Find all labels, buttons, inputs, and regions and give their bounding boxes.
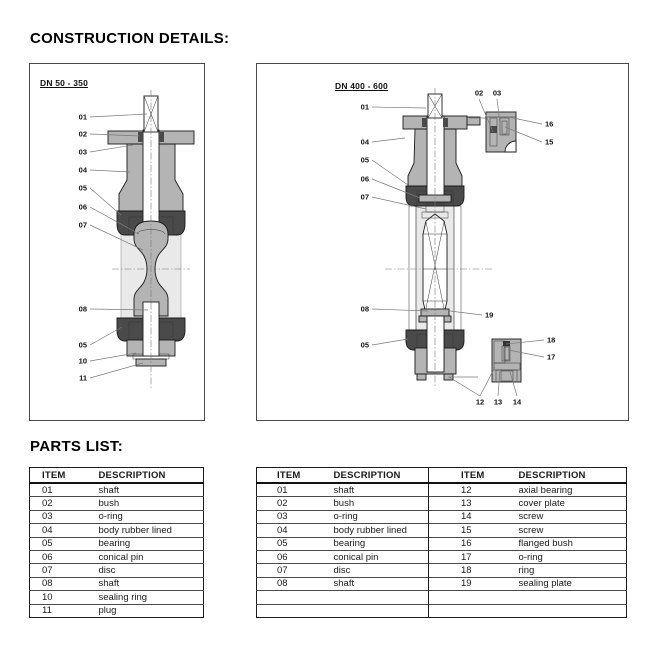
shaft-bottom bbox=[427, 316, 444, 372]
table-cell bbox=[333, 604, 429, 617]
table-row bbox=[30, 604, 204, 617]
callout-label: 06 bbox=[360, 174, 369, 184]
leader-line bbox=[372, 339, 408, 345]
parts-table-dn50-350 bbox=[29, 467, 204, 618]
column-header: ITEM bbox=[30, 468, 97, 484]
callout-label: 19 bbox=[485, 310, 494, 320]
callout-label: 07 bbox=[78, 220, 87, 230]
diagram-dn400-600 bbox=[256, 63, 629, 421]
table-cell bbox=[429, 591, 517, 604]
callout-label: 05 bbox=[78, 340, 87, 350]
leader-line bbox=[90, 170, 130, 172]
table-cell bbox=[517, 604, 627, 617]
callout-label: 02 bbox=[474, 88, 484, 98]
table-cell: shaft bbox=[97, 483, 204, 497]
table-cell: bearing bbox=[333, 537, 429, 550]
callout-label: 05 bbox=[360, 155, 369, 165]
table-cell bbox=[429, 604, 517, 617]
parts-list-title: PARTS LIST: bbox=[30, 438, 124, 455]
valve-drawing-dn50-350 bbox=[30, 64, 204, 420]
table-cell: 06 bbox=[30, 550, 97, 563]
detail-view-top bbox=[469, 112, 516, 152]
callout-label: 05 bbox=[360, 340, 369, 350]
parts-table-right-wrap bbox=[256, 467, 627, 618]
table-cell: shaft bbox=[333, 577, 429, 590]
table-cell: o-ring bbox=[97, 510, 204, 523]
table-cell: 08 bbox=[30, 577, 97, 590]
valve-cross-section bbox=[385, 88, 493, 386]
column-header: ITEM bbox=[429, 468, 517, 484]
callout-label: 05 bbox=[78, 183, 87, 193]
callouts-right bbox=[361, 89, 556, 407]
table-cell: 03 bbox=[257, 510, 333, 523]
table-cell: disc bbox=[97, 564, 204, 577]
parts-table-left-wrap bbox=[29, 467, 204, 618]
leader-line bbox=[90, 363, 143, 378]
table-cell: shaft bbox=[333, 483, 429, 497]
table-cell: 05 bbox=[257, 537, 333, 550]
leader-line bbox=[90, 188, 121, 215]
shaft-channel bbox=[427, 116, 444, 196]
callout-label: 01 bbox=[78, 112, 87, 122]
table-cell: o-ring bbox=[333, 510, 429, 523]
bush-left bbox=[422, 118, 427, 127]
callout-label: 08 bbox=[360, 304, 369, 314]
table-cell: 06 bbox=[257, 550, 333, 563]
table-row bbox=[257, 577, 627, 590]
table-cell: bearing bbox=[97, 537, 204, 550]
bush-right bbox=[159, 132, 164, 142]
table-cell: disc bbox=[333, 564, 429, 577]
table-cell: 02 bbox=[30, 497, 97, 510]
table-row bbox=[30, 510, 204, 523]
leader-line bbox=[90, 353, 136, 361]
table-cell: 05 bbox=[30, 537, 97, 550]
table-cell: 17 bbox=[429, 550, 517, 563]
callout-label: 13 bbox=[493, 397, 503, 407]
table-cell: 07 bbox=[257, 564, 333, 577]
valve-cross-section bbox=[108, 90, 194, 388]
callout-label: 11 bbox=[79, 373, 87, 383]
table-row bbox=[30, 550, 204, 563]
table-cell: conical pin bbox=[97, 550, 204, 563]
callout-label: 07 bbox=[360, 192, 369, 202]
callout-label: 04 bbox=[360, 137, 369, 147]
callout-label: 03 bbox=[78, 147, 87, 157]
table-cell: body rubber lined bbox=[333, 524, 429, 537]
table-cell: 04 bbox=[30, 524, 97, 537]
table-row bbox=[30, 497, 204, 510]
leader-line bbox=[450, 311, 482, 315]
header-row bbox=[30, 468, 204, 484]
callout-label: 08 bbox=[78, 304, 87, 314]
table-cell: 11 bbox=[30, 604, 97, 617]
table-cell: 03 bbox=[30, 510, 97, 523]
table-cell bbox=[257, 591, 333, 604]
cap-foot-left bbox=[417, 374, 426, 380]
table-cell: ring bbox=[517, 564, 627, 577]
table-cell: body rubber lined bbox=[97, 524, 204, 537]
callout-label: 15 bbox=[545, 137, 554, 147]
table-row bbox=[30, 537, 204, 550]
table-row bbox=[257, 524, 627, 537]
table-cell bbox=[257, 604, 333, 617]
leader-line bbox=[449, 377, 480, 396]
table-cell: 19 bbox=[429, 577, 517, 590]
table-row bbox=[30, 564, 204, 577]
leader-line bbox=[372, 107, 426, 108]
table-row bbox=[257, 537, 627, 550]
table-cell: screw bbox=[517, 524, 627, 537]
table-cell bbox=[333, 591, 429, 604]
table-cell: 08 bbox=[257, 577, 333, 590]
callout-label: 16 bbox=[545, 119, 554, 129]
valve-drawing-dn400-600 bbox=[257, 64, 628, 420]
column-header: DESCRIPTION bbox=[333, 468, 429, 484]
leader-line bbox=[90, 327, 122, 345]
table-cell: sealing plate bbox=[517, 577, 627, 590]
table-cell: 07 bbox=[30, 564, 97, 577]
callout-label: 12 bbox=[475, 397, 485, 407]
table-cell: conical pin bbox=[333, 550, 429, 563]
table-row bbox=[30, 591, 204, 604]
table-row bbox=[257, 483, 627, 497]
callout-label: 04 bbox=[78, 165, 87, 175]
table-cell: 15 bbox=[429, 524, 517, 537]
column-header: DESCRIPTION bbox=[517, 468, 627, 484]
table-cell: screw bbox=[517, 510, 627, 523]
table-cell: cover plate bbox=[517, 497, 627, 510]
leader-line bbox=[372, 138, 405, 142]
table-cell: 18 bbox=[429, 564, 517, 577]
bush-left bbox=[138, 132, 143, 142]
table-row bbox=[30, 483, 204, 497]
callout-label: 06 bbox=[78, 202, 87, 212]
table-cell: 04 bbox=[257, 524, 333, 537]
table-cell: 01 bbox=[30, 483, 97, 497]
table-row bbox=[257, 564, 627, 577]
table-row bbox=[257, 510, 627, 523]
callout-label: 01 bbox=[360, 102, 369, 112]
table-cell: o-ring bbox=[517, 550, 627, 563]
leader-line bbox=[90, 114, 147, 117]
header-row bbox=[257, 468, 627, 484]
table-cell: plug bbox=[97, 604, 204, 617]
table-cell: axial bearing bbox=[517, 483, 627, 497]
callout-label: 14 bbox=[512, 397, 522, 407]
table-cell: 01 bbox=[257, 483, 333, 497]
table-cell: 10 bbox=[30, 591, 97, 604]
table-cell: flanged bush bbox=[517, 537, 627, 550]
table-cell: bush bbox=[333, 497, 429, 510]
bush-right bbox=[443, 118, 448, 127]
table-row bbox=[257, 604, 627, 617]
column-header: ITEM bbox=[257, 468, 333, 484]
table-cell: 16 bbox=[429, 537, 517, 550]
table-cell: 12 bbox=[429, 483, 517, 497]
callout-label: 02 bbox=[78, 129, 87, 139]
table-cell bbox=[517, 591, 627, 604]
table-row bbox=[30, 577, 204, 590]
callout-label: 18 bbox=[547, 335, 556, 345]
dn-range-label: DN 400 - 600 bbox=[335, 81, 388, 91]
dn-range-label: DN 50 - 350 bbox=[40, 78, 89, 88]
table-cell: sealing ring bbox=[97, 591, 204, 604]
table-cell: shaft bbox=[97, 577, 204, 590]
table-row bbox=[257, 497, 627, 510]
table-row bbox=[257, 591, 627, 604]
parts-table-dn400-600 bbox=[256, 467, 627, 618]
table-row bbox=[257, 550, 627, 563]
table-cell: 14 bbox=[429, 510, 517, 523]
callout-label: 17 bbox=[547, 352, 556, 362]
table-cell: bush bbox=[97, 497, 204, 510]
column-header: DESCRIPTION bbox=[97, 468, 204, 484]
callout-label: 10 bbox=[78, 356, 87, 366]
table-cell: 13 bbox=[429, 497, 517, 510]
callout-label: 03 bbox=[492, 88, 502, 98]
construction-details-title: CONSTRUCTION DETAILS: bbox=[30, 30, 230, 47]
diagram-dn50-350 bbox=[29, 63, 205, 421]
table-cell: 02 bbox=[257, 497, 333, 510]
table-row bbox=[30, 524, 204, 537]
